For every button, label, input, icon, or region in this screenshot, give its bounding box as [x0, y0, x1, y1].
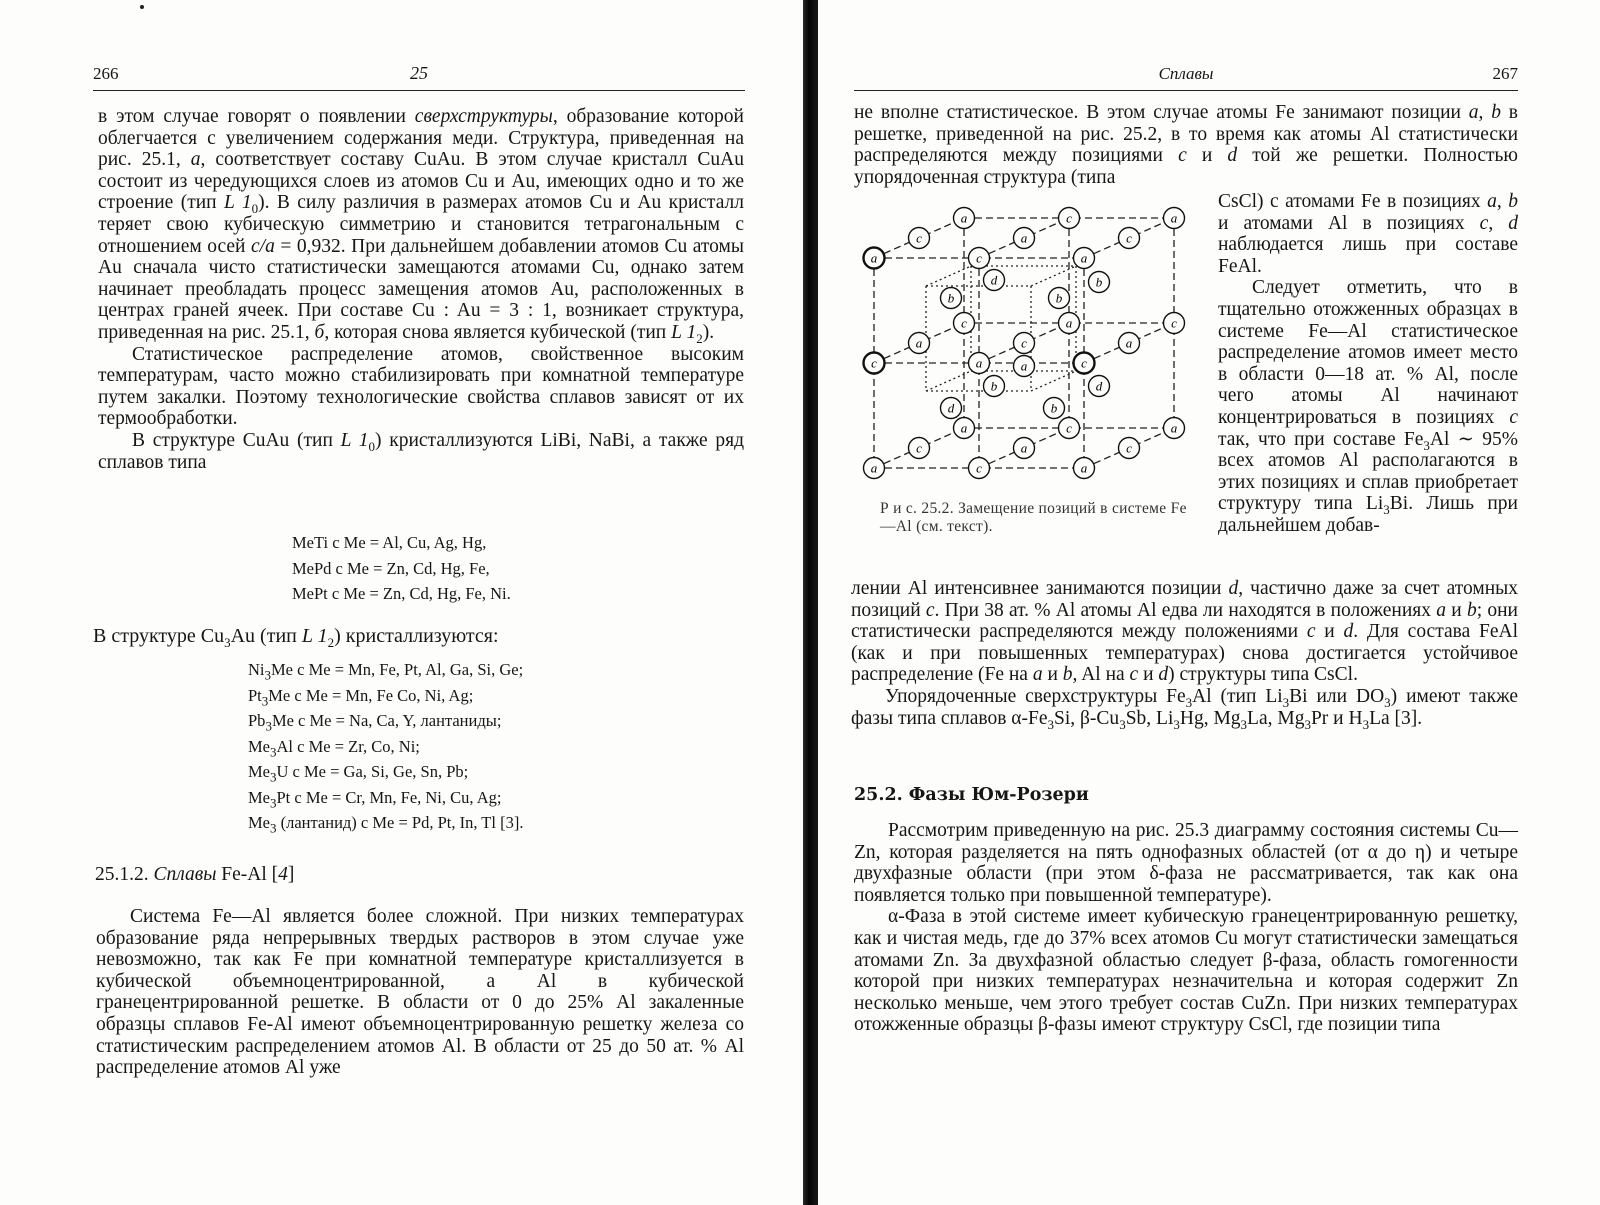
formula-line: $Pt_3Me$ с Me = Mn, Fe Co, Ni, Ag;: [248, 685, 474, 708]
lattice-atom: [1164, 418, 1185, 439]
lattice-atom: [969, 248, 990, 269]
lattice-atom: [969, 353, 990, 374]
lattice-atom: [864, 458, 885, 479]
lattice-atom: [1059, 208, 1080, 229]
svg-text:a: a: [1170, 420, 1178, 436]
formula-list-2: [248, 657, 718, 836]
lattice-atom: [1119, 228, 1140, 249]
running-head: Сплавы: [1158, 64, 1214, 83]
svg-text:d: d: [1095, 378, 1103, 394]
lattice-atom: [1014, 228, 1035, 249]
lattice-atom: [954, 313, 975, 334]
paragraph: Система Fe—Al является более сложной. При низких температурах образование ряда непрерывных твердых растворов в этом случае уже невозможно, так как Fe при комнатной температуре кристаллизуется в кубической объемноцентрированной, а Al в кубической гранецентрированной решетке. В области от 0 до 25% Al закаленные образцы сплавов Fe-Al имеют объемноцентрированную решетку железа со статистическим распределением атомов Al. В области от 25 до 50 ат. % Al распределение атомов Al уже: [96, 906, 744, 1079]
svg-text:c: c: [1021, 335, 1027, 351]
lattice-atom: [1074, 353, 1095, 374]
svg-text:c: c: [916, 230, 922, 246]
lattice-atom: [984, 376, 1005, 397]
svg-text:a: a: [1125, 335, 1133, 351]
paragraph: Рассмотрим приведенную на рис. 25.3 диаграмму состояния системы Cu—Zn, которая разделяется на пять однофазных областей (от α до η) и четыре двухфазные области (при этом δ-фаза не рассматривается, так как она появляется только при повышенной температуре).: [854, 820, 1518, 906]
paragraph: CsCl) с атомами Fe в позициях a, b и атомами Al в позициях c, d наблюдается лишь при составе FeAl.: [1218, 191, 1518, 277]
lattice-atom: [954, 418, 975, 439]
book-spine: [803, 0, 818, 1205]
lattice-atom: [1049, 288, 1070, 309]
svg-text:a: a: [1020, 358, 1028, 374]
svg-text:c: c: [976, 460, 982, 476]
lattice-atom: [1059, 418, 1080, 439]
formula-line: $Me_3$ (лантанид) с Me = Pd, Pt, In, Tl [3].: [248, 813, 524, 836]
svg-text:a: a: [915, 335, 923, 351]
paragraph: в этом случае говорят о появлении сверхструктуры, образование которой облегчается с увеличением содержания меди. Структура, приведенная на рис. 25.1, а, соответствует составу CuAu. В этом случае кристалл CuAu состоит из чередующихся слоев из атомов Cu и Au, имеющих одно и то же строение (тип L $1_0$). В силу различия в размерах атомов Cu и Au кристалл теряет свою кубическую симметрию и становится тетрагональным с отношением осей с/а = 0,932. При дальнейшем добавлении атомов Cu атомы Au сначала чисто статистически замещаются атомами Cu, однако затем начинает преобладать процесс замещения атомов Au, расположенных в центрах граней ячеек. При составе Cu : Au = 3 : 1, возникает структура, приведенная на рис. 25.1, б, которая снова является кубической (тип L $1_2$).: [98, 106, 745, 346]
paragraph: α-Фаза в этой системе имеет кубическую гранецентрированную решетку, как и чистая медь, где до 37% всех атомов Cu могут статистически замещаться атомами Zn. За двухфазной областью следует β-фаза, область гомогенности которой при низких температурах незначительна и которая содержит Zn несколько меньше, чем этого требует состав CuZn. При низких температурах отожженные образцы β-фазы имеют структуру CsCl, где позиции типа: [854, 906, 1518, 1036]
svg-text:a: a: [1020, 230, 1028, 246]
svg-text:a: a: [1020, 440, 1028, 456]
crystal-lattice-figure: [854, 196, 1194, 496]
lattice-atom: [1119, 438, 1140, 459]
svg-text:c: c: [1066, 420, 1072, 436]
svg-text:d: d: [990, 272, 998, 288]
lattice-atom: [1014, 333, 1035, 354]
lattice-atom: [864, 353, 885, 374]
lattice-atom: [1074, 248, 1095, 269]
formula-line: $Me_3Al$ с Me = Zr, Co, Ni;: [248, 736, 420, 759]
lattice-atom: [984, 270, 1005, 291]
svg-text:a: a: [960, 420, 968, 436]
svg-text:b: b: [947, 290, 955, 306]
chapter-number: 25: [410, 63, 428, 83]
svg-text:b: b: [1095, 274, 1103, 290]
lattice-atom: [1119, 333, 1140, 354]
paragraph: лении Al интенсивнее занимаются позиции d, частично даже за счет атомных позиций c. При 38 ат. % Al атомы Al едва ли находятся в положениях a и b; они статистически распределяются между положениями c и d. Для состава FeAl (как и при повышенных температурах) снова достигается устойчивое распределение (Fe на a и b, Al на c и d) структуры типа CsCl.: [851, 578, 1518, 686]
paragraph: В структуре CuAu (тип L $1_0$) кристаллизуются LiBi, NaBi, а также ряд сплавов типа: [98, 429, 745, 473]
lattice-atom: [864, 248, 885, 269]
right-text-top: [854, 102, 1518, 188]
svg-text:a: a: [1080, 250, 1088, 266]
lattice-atom: [1164, 208, 1185, 229]
lattice-atom: [909, 333, 930, 354]
formula-line: MePt с Me = Zn, Cd, Hg, Fe, Ni.: [292, 584, 511, 603]
lattice-atom: [1044, 398, 1065, 419]
right-text-after-figure: [851, 578, 1518, 732]
figure-caption: Р и с. 25.2. Замещение позиций в системе Fe—Al (см. текст).: [880, 500, 1187, 535]
section-heading-25-2: 25.2. Фазы Юм-Розери: [854, 785, 1089, 805]
svg-text:a: a: [960, 210, 968, 226]
svg-text:a: a: [975, 355, 983, 371]
paragraph: Следует отметить, что в тщательно отожженных образцах в системе Fe—Al статистическое распределение атомов имеет место в области 0—18 ат. % Al, после чего атомы Al начинают концентрироваться в позициях c так, что при составе $Fe_3Al$ ∼ 95% всех атомов Al располагаются в этих позициях и сплав приобретает структуру типа $Li_3Bi$. Лишь при дальнейшем добав-: [1218, 277, 1518, 536]
formula-line: MeTi с Me = Al, Cu, Ag, Hg,: [292, 533, 487, 552]
paragraph: Упорядоченные сверхструктуры $Fe_3Al$ (тип $Li_3Bi$ или $DO_3$) имеют также фазы типа сплавов $\alpha-Fe_3Si$, $\beta-Cu_3Sb$, $Li_3Hg$, $Mg_3La$, $Mg_3Pr$ и $H_3La$ [3].: [851, 685, 1518, 732]
formula-list-1: [292, 530, 712, 607]
left-text-block-2: [96, 906, 744, 1079]
lattice-atom: [1074, 458, 1095, 479]
formula-line: $Pb_3Me$ с Me = Na, Ca, Y, лантаниды;: [248, 711, 502, 734]
right-text-bottom: [854, 820, 1518, 1036]
svg-text:a: a: [1080, 460, 1088, 476]
lattice-atom: [1059, 313, 1080, 334]
lattice-atom: [1089, 272, 1110, 293]
svg-text:c: c: [1126, 440, 1132, 456]
svg-text:c: c: [916, 440, 922, 456]
right-page: [818, 0, 1600, 1205]
formula-line: $Me_3U$ с Me = Ga, Si, Ge, Sn, Pb;: [248, 762, 469, 785]
lattice-atom: [969, 458, 990, 479]
svg-text:c: c: [1126, 230, 1132, 246]
svg-text:a: a: [1065, 315, 1073, 331]
lattice-atom: [1014, 356, 1035, 377]
svg-text:c: c: [1066, 210, 1072, 226]
svg-text:a: a: [1170, 210, 1178, 226]
lattice-atom: [909, 228, 930, 249]
svg-text:c: c: [976, 250, 982, 266]
cu3au-intro: В структуре $Cu_3Au$ (тип L $1_2$) кристаллизуются:: [93, 625, 499, 650]
lattice-atom: [941, 398, 962, 419]
section-heading-25-1-2: 25.1.2. Сплавы Fe-Al [4]: [95, 864, 295, 885]
svg-text:a: a: [870, 460, 878, 476]
svg-text:a: a: [870, 250, 878, 266]
right-page-header: [854, 56, 1518, 91]
lattice-atom: [909, 438, 930, 459]
lattice-atom: [1014, 438, 1035, 459]
formula-line: $Me_3Pt$ с Me = Cr, Mn, Fe, Ni, Cu, Ag;: [248, 787, 502, 810]
left-text-block-1: [98, 106, 744, 473]
right-page-number: 267: [1492, 64, 1518, 83]
svg-text:d: d: [947, 400, 955, 416]
left-page-number: 266: [93, 64, 119, 83]
lattice-atom: [954, 208, 975, 229]
paragraph: не вполне статистическое. В этом случае атомы Fe занимают позиции a, b в решетке, приведенной на рис. 25.2, в то время как атомы Al статистически распределяются между позициями c и d той же решетки. Полностью упорядоченная структура (типа: [854, 102, 1518, 188]
lattice-atom: [941, 288, 962, 309]
svg-text:c: c: [871, 355, 877, 371]
svg-text:c: c: [1081, 355, 1087, 371]
lattice-atom: [1089, 376, 1110, 397]
svg-text:c: c: [961, 315, 967, 331]
formula-line: MePd с Me = Zn, Cd, Hg, Fe,: [292, 558, 490, 578]
svg-text:b: b: [1050, 400, 1058, 416]
svg-text:b: b: [1055, 290, 1063, 306]
speck: [140, 5, 144, 9]
svg-text:b: b: [990, 378, 998, 394]
svg-text:c: c: [1171, 315, 1177, 331]
right-wrap-column: [1218, 191, 1518, 537]
lattice-atom: [1164, 313, 1185, 334]
left-page-header: [93, 56, 745, 91]
paragraph: Статистическое распределение атомов, свойственное высоким температурам, часто можно стабилизировать при комнатной температуре путем закалки. Поэтому технологические свойства сплавов зависят от их термообработки.: [98, 343, 744, 430]
formula-line: $Ni_3Me$ с Me = Mn, Fe, Pt, Al, Ga, Si, Ge;: [248, 660, 524, 683]
